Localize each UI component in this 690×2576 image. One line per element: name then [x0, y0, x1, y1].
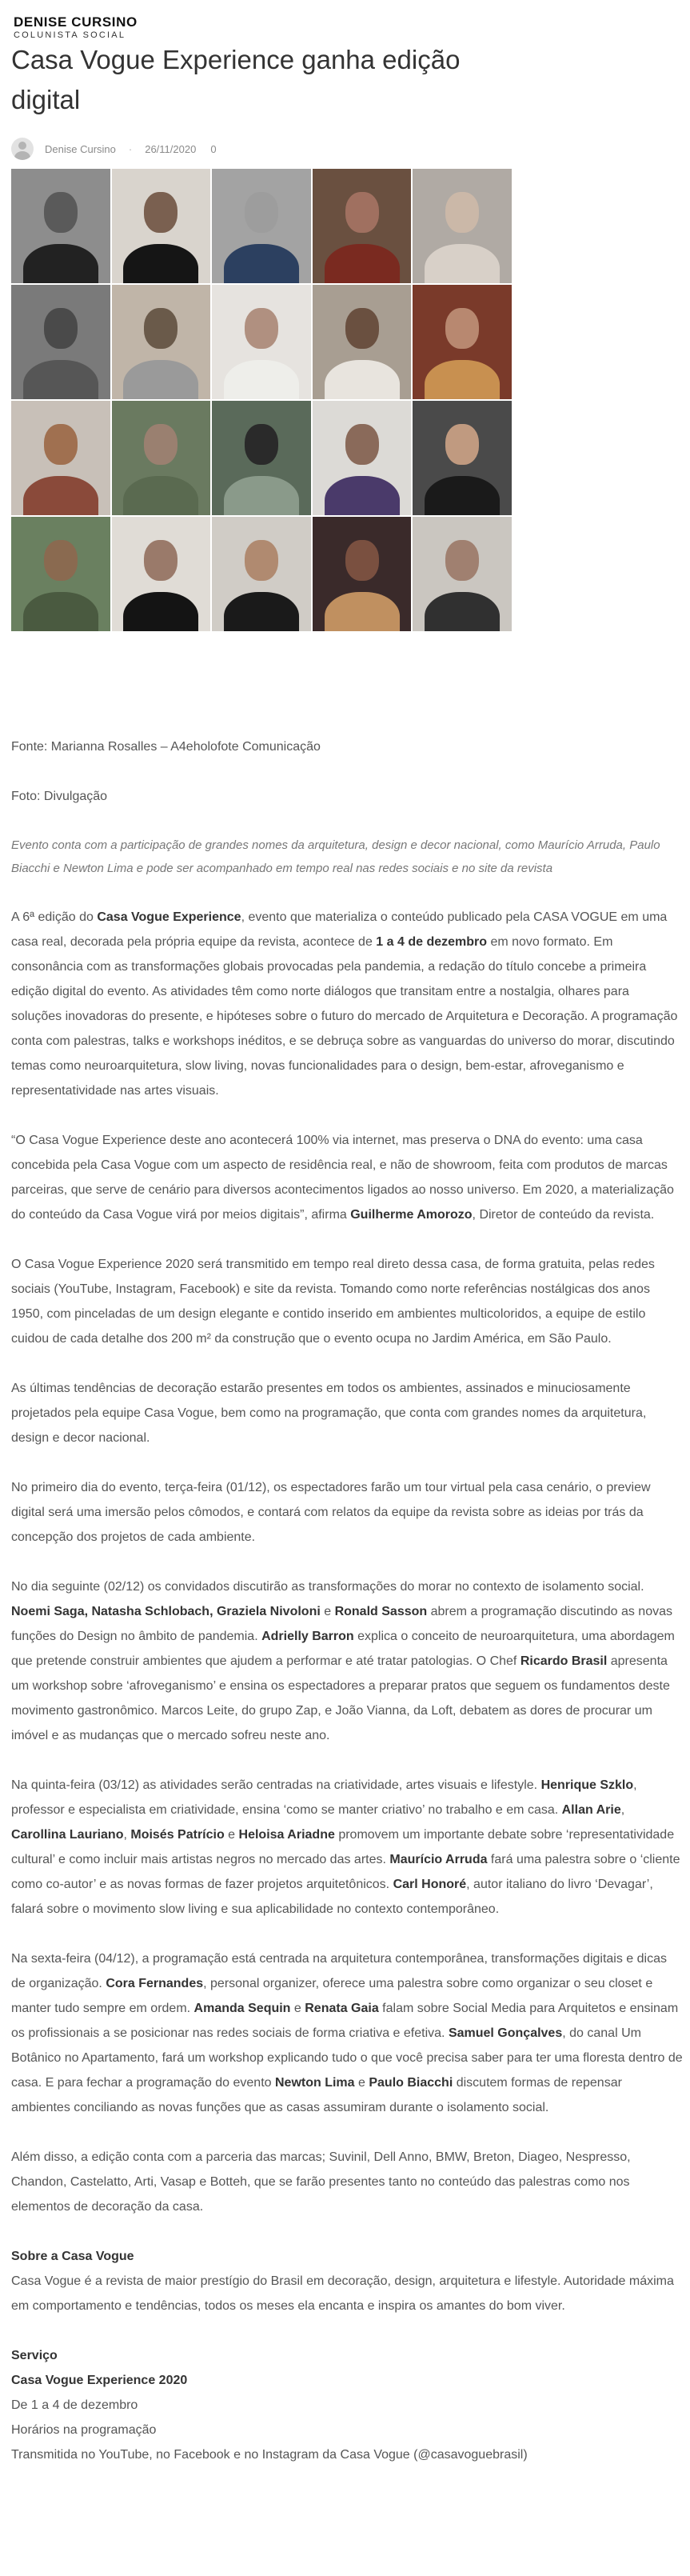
post-author[interactable]: Denise Cursino — [45, 142, 116, 155]
article-paragraph: No primeiro dia do evento, terça-feira (01/12), os espectadores farão um tour virtual pela casa cenário, o preview digital será uma imersão pelos cômodos, e contará com relatos da equipe da revista sobre as ideias por trás da concepção dos projetos de cada ambiente. — [11, 1481, 651, 1544]
article-paragraph: Na quinta-feira (03/12) as atividades serão centradas na criatividade, artes visuais e lifestyle. Henrique Szklo, professor e especialista em criatividade, ensina ‘como se manter criativo’ no trabalho e em casa. Allan Arie, Carollina Lauriano, Moisés Patrício e Heloisa Ariadne promovem um importante debate sobre ‘representatividade cultural’ e como incluir mais artistas negros no mercado das artes. Maurício Arruda fará uma palestra sobre o ‘cliente como co-autor’ e as novas formas de fazer projetos arquitetônicos. Carl Honoré, autor italiano do livro ‘Devagar’, falará sobre o movimento slow living e sua aplicabilidade no contexto contemporâneo. — [11, 1778, 680, 1916]
service-dates: De 1 a 4 de dezembro — [11, 2398, 138, 2412]
site-tagline: COLUNISTA SOCIAL — [14, 30, 126, 40]
portrait-photo — [212, 401, 311, 515]
about-text: Casa Vogue é a revista de maior prestígio do Brasil em decoração, design, arquitetura e lifestyle. Autoridade máxima em comportamento e tendências, todos os meses ela encanta e inspira os amantes do bom viver. — [11, 2274, 674, 2313]
article-paragraph: A 6ª edição do Casa Vogue Experience, evento que materializa o conteúdo publicado pela CASA VOGUE em uma casa real, decorada pela própria equipe da revista, acontece de 1 a 4 de dezembro em novo formato. Em consonância com as transformações globais provocadas pela pandemia, a redação do título concebe a primeira edição digital do evento. As atividades têm como norte diálogos que transitam entre a nostalgia, olhares para soluções inovadoras do presente, e hipóteses sobre o futuro do mercado de Arquitetura e Decoração. A programação conta com palestras, talks e workshops inéditos, e se debruça sobre as vanguardas do universo do morar, discutindo temas como neuroarquitetura, slow living, novas funcionalidades para o design, bem-estar, afroveganismo e representatividade nas artes visuais. — [11, 910, 678, 1098]
portrait-photo — [313, 401, 412, 515]
article-paragraph: O Casa Vogue Experience 2020 será transmitido em tempo real direto dessa casa, de forma gratuita, pelas redes sociais (YouTube, Instagram, Facebook) e site da revista. Tomando como norte referências nostálgicas dos anos 1950, com pinceladas de um design elegante e contido inserido em ambientes multicoloridos, a equipe de estilo cuidou de cada detalhe dos 200 m² da construção que o evento ocupa no Jardim América, em São Paulo. — [11, 1258, 655, 1346]
portrait-photo — [313, 285, 412, 399]
article-lead: Evento conta com a participação de grandes nomes da arquitetura, design e decor nacional, como Maurício Arruda, Paulo Biacchi e Newton Lima e pode ser acompanhado em tempo real nas redes sociais e no site da revista — [11, 838, 660, 875]
article-body — [11, 734, 683, 2467]
featured-photo-mosaic — [11, 169, 512, 631]
comment-count[interactable]: 0 — [210, 142, 217, 155]
article-paragraph: Na sexta-feira (04/12), a programação está centrada na arquitetura contemporânea, transformações digitais e dicas de organização. Cora Fernandes, personal organizer, oferece uma palestra sobre como organizar o seu closet e manter tudo sempre em ordem. Amanda Sequin e Renata Gaia falam sobre Social Media para Arquitetos e ensinam os profissionais a se posicionar nas redes sociais de forma criativa e efetiva. Samuel Gonçalves, do canal Um Botânico no Apartamento, fará um workshop explicando tudo o que você precisa saber para ter uma floresta dentro de casa. E para fechar a programação do evento Newton Lima e Paulo Biacchi discutem formas de repensar ambientes conciliando as novas funções que as casas assumiram durante o isolamento social. — [11, 1952, 683, 2114]
portrait-photo — [212, 285, 311, 399]
service-streaming: Transmitida no YouTube, no Facebook e no Instagram da Casa Vogue (@casavoguebrasil) — [11, 2448, 528, 2462]
portrait-photo — [11, 401, 110, 515]
portrait-photo — [313, 517, 412, 631]
meta-separator: · — [128, 142, 133, 155]
site-header — [0, 0, 690, 45]
about-heading: Sobre a Casa Vogue — [11, 2250, 134, 2263]
portrait-photo — [112, 285, 211, 399]
service-hours: Horários na programação — [11, 2423, 157, 2437]
service-event: Casa Vogue Experience 2020 — [11, 2374, 188, 2387]
credit-photo: Foto: Divulgação — [11, 790, 108, 803]
portrait-photo — [212, 169, 311, 283]
portrait-photo — [313, 169, 412, 283]
article-paragraph: “O Casa Vogue Experience deste ano acontecerá 100% via internet, mas preserva o DNA do evento: uma casa concebida pela Casa Vogue com um aspecto de residência real, e não de showroom, feita com produtos de marcas parceiras, que serve de cenário para diversos acontecimentos ligados ao nosso universo. Em 2020, a materialização do conteúdo da Casa Vogue virá por meios digitais”, afirma Guilherme Amorozo, Diretor de conteúdo da revista. — [11, 1134, 674, 1222]
portrait-photo — [11, 285, 110, 399]
portrait-photo — [413, 285, 512, 399]
article-paragraph: No dia seguinte (02/12) os convidados discutirão as transformações do morar no contexto de isolamento social. Noemi Saga, Natasha Schlobach, Graziela Nivoloni e Ronald Sasson abrem a programação discutindo as novas funções do Design no âmbito de pandemia. Adrielly Barron explica o conceito de neuroarquitetura, uma abordagem que pretende construir ambientes que ajudem a performar e até tratar patologias. O Chef Ricardo Brasil apresenta um workshop sobre ‘afroveganismo’ e ensina os espectadores a preparar pratos que seguem os fundamentos deste movimento gastronômico. Marcos Leite, do grupo Zap, e João Vianna, da Loft, debatem as dores de procurar um imóvel e as mudanças que o mercado sofreu neste ano. — [11, 1580, 675, 1742]
credit-source: Fonte: Marianna Rosalles – A4eholofote Comunicação — [11, 740, 321, 754]
site-logo[interactable]: DENISE CURSINO — [14, 14, 138, 30]
post-date: 26/11/2020 — [145, 142, 197, 155]
article-paragraph: Além disso, a edição conta com a parceria das marcas; Suvinil, Dell Anno, BMW, Breton, Diageo, Nespresso, Chandon, Castelatto, Arti, Vasap e Botteh, que se farão presentes tanto no conteúdo das palestras como nos elementos de decoração da casa. — [11, 2150, 631, 2214]
post-title: Casa Vogue Experience ganha edição digital — [11, 45, 461, 114]
portrait-photo — [413, 517, 512, 631]
post-meta — [11, 137, 217, 161]
article-paragraph: As últimas tendências de decoração estarão presentes em todos os ambientes, assinados e minuciosamente projetados pela equipe Casa Vogue, bem como na programação, que conta com grandes nomes da arquitetura, design e decor nacional. — [11, 1382, 647, 1445]
portrait-photo — [212, 517, 311, 631]
portrait-photo — [112, 401, 211, 515]
service-heading: Serviço — [11, 2349, 58, 2362]
portrait-photo — [112, 517, 211, 631]
author-avatar-icon[interactable] — [11, 138, 34, 160]
portrait-photo — [413, 401, 512, 515]
portrait-photo — [112, 169, 211, 283]
portrait-photo — [413, 169, 512, 283]
portrait-photo — [11, 169, 110, 283]
portrait-photo — [11, 517, 110, 631]
